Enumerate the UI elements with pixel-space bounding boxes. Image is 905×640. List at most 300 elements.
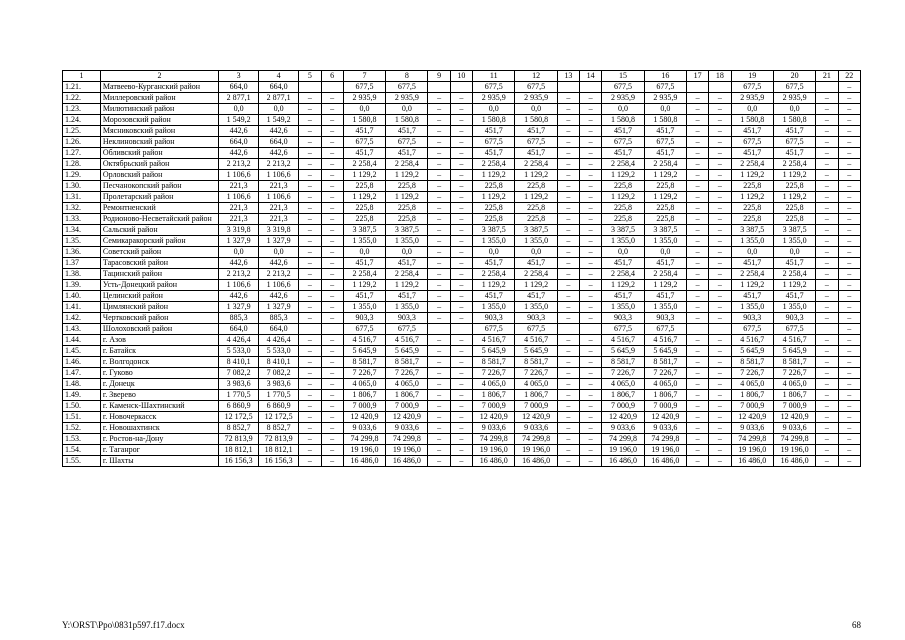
empty-cell: – — [428, 104, 450, 115]
table-row — [63, 148, 861, 159]
value-cell: 664,0 — [259, 324, 299, 335]
empty-cell: – — [838, 324, 860, 335]
empty-cell: – — [816, 423, 838, 434]
empty-cell: – — [428, 456, 450, 467]
value-cell: 2 258,4 — [473, 269, 515, 280]
empty-cell: – — [299, 434, 321, 445]
empty-cell: – — [816, 148, 838, 159]
value-cell: 225,8 — [473, 203, 515, 214]
value-cell: 664,0 — [219, 82, 259, 93]
empty-cell: – — [557, 434, 579, 445]
column-number: 17 — [686, 71, 708, 82]
empty-cell: – — [450, 280, 472, 291]
value-cell: 12 420,9 — [773, 412, 815, 423]
municipality-name: Миллеровский район — [100, 93, 218, 104]
municipality-name: г. Новочеркасск — [100, 412, 218, 423]
empty-cell: – — [321, 93, 343, 104]
value-cell: 451,7 — [731, 258, 773, 269]
municipality-name: Орловский район — [100, 170, 218, 181]
empty-cell: – — [321, 115, 343, 126]
value-cell: 677,5 — [644, 137, 686, 148]
value-cell: 8 581,7 — [602, 357, 644, 368]
empty-cell: – — [557, 236, 579, 247]
table-row — [63, 258, 861, 269]
empty-cell: – — [838, 456, 860, 467]
empty-cell: – — [709, 104, 731, 115]
empty-cell: – — [299, 214, 321, 225]
empty-cell: – — [557, 115, 579, 126]
value-cell: 1 129,2 — [343, 280, 385, 291]
value-cell: 1 355,0 — [343, 302, 385, 313]
empty-cell: – — [428, 291, 450, 302]
table-row — [63, 115, 861, 126]
value-cell: 12 420,9 — [602, 412, 644, 423]
municipality-name: Морозовский район — [100, 115, 218, 126]
value-cell: 903,3 — [386, 313, 428, 324]
empty-cell: – — [450, 181, 472, 192]
empty-cell: – — [816, 357, 838, 368]
value-cell: 0,0 — [259, 104, 299, 115]
empty-cell: – — [709, 280, 731, 291]
empty-cell: – — [321, 390, 343, 401]
empty-cell: – — [816, 104, 838, 115]
value-cell: 885,3 — [219, 313, 259, 324]
value-cell: 2 258,4 — [731, 269, 773, 280]
empty-cell: – — [580, 126, 602, 137]
value-cell: 12 172,5 — [259, 412, 299, 423]
empty-cell: – — [428, 401, 450, 412]
table-row — [63, 313, 861, 324]
table-row — [63, 181, 861, 192]
empty-cell: – — [557, 456, 579, 467]
table-row — [63, 390, 861, 401]
empty-cell: – — [580, 401, 602, 412]
column-number: 1 — [63, 71, 101, 82]
empty-cell — [321, 324, 343, 335]
value-cell: 451,7 — [473, 126, 515, 137]
value-cell: 5 645,9 — [343, 346, 385, 357]
empty-cell: – — [321, 269, 343, 280]
empty-cell — [686, 324, 708, 335]
empty-cell: – — [816, 203, 838, 214]
empty-cell: – — [838, 313, 860, 324]
row-index: 1.49. — [63, 390, 101, 401]
value-cell: 72 813,9 — [219, 434, 259, 445]
value-cell: 442,6 — [219, 126, 259, 137]
value-cell: 451,7 — [515, 148, 557, 159]
value-cell: 1 129,2 — [515, 170, 557, 181]
empty-cell: – — [686, 104, 708, 115]
value-cell: 3 387,5 — [473, 225, 515, 236]
column-number: 18 — [709, 71, 731, 82]
empty-cell: – — [428, 214, 450, 225]
empty-cell: – — [686, 269, 708, 280]
value-cell: 19 196,0 — [644, 445, 686, 456]
empty-cell: – — [709, 225, 731, 236]
empty-cell: – — [299, 225, 321, 236]
value-cell: 1 355,0 — [602, 302, 644, 313]
row-index: 1.23. — [63, 104, 101, 115]
empty-cell: – — [321, 104, 343, 115]
empty-cell: – — [580, 379, 602, 390]
value-cell: 677,5 — [731, 82, 773, 93]
value-cell: 0,0 — [602, 104, 644, 115]
empty-cell: – — [709, 368, 731, 379]
value-cell: 903,3 — [773, 313, 815, 324]
table-row — [63, 302, 861, 313]
value-cell: 19 196,0 — [515, 445, 557, 456]
empty-cell — [557, 324, 579, 335]
empty-cell: – — [580, 445, 602, 456]
empty-cell: – — [686, 236, 708, 247]
empty-cell: – — [299, 313, 321, 324]
row-index: 1.32. — [63, 203, 101, 214]
value-cell: 221,3 — [259, 203, 299, 214]
municipality-name: г. Батайск — [100, 346, 218, 357]
empty-cell: – — [686, 390, 708, 401]
value-cell: 1 129,2 — [644, 192, 686, 203]
value-cell: 903,3 — [602, 313, 644, 324]
value-cell: 2 935,9 — [731, 93, 773, 104]
empty-cell: – — [838, 82, 860, 93]
empty-cell: – — [709, 269, 731, 280]
value-cell: 451,7 — [731, 126, 773, 137]
row-index: 1.24. — [63, 115, 101, 126]
empty-cell — [580, 82, 602, 93]
municipality-name: Обливский район — [100, 148, 218, 159]
value-cell: 677,5 — [644, 324, 686, 335]
empty-cell: – — [838, 368, 860, 379]
value-cell: 16 486,0 — [602, 456, 644, 467]
value-cell: 451,7 — [644, 258, 686, 269]
empty-cell: – — [450, 214, 472, 225]
empty-cell: – — [557, 346, 579, 357]
empty-cell: – — [450, 291, 472, 302]
value-cell: 225,8 — [343, 181, 385, 192]
empty-cell: – — [709, 181, 731, 192]
value-cell: 2 213,2 — [219, 159, 259, 170]
empty-cell: – — [686, 302, 708, 313]
empty-cell: – — [450, 93, 472, 104]
empty-cell: – — [557, 148, 579, 159]
value-cell: 7 000,9 — [386, 401, 428, 412]
empty-cell: – — [580, 159, 602, 170]
value-cell: 16 156,3 — [259, 456, 299, 467]
table-row — [63, 104, 861, 115]
empty-cell: – — [709, 423, 731, 434]
value-cell: 1 327,9 — [259, 302, 299, 313]
value-cell: 442,6 — [219, 258, 259, 269]
empty-cell: – — [299, 412, 321, 423]
value-cell: 677,5 — [602, 324, 644, 335]
empty-cell: – — [686, 148, 708, 159]
value-cell: 1 129,2 — [473, 280, 515, 291]
value-cell: 2 213,2 — [259, 159, 299, 170]
empty-cell: – — [816, 214, 838, 225]
empty-cell: – — [321, 313, 343, 324]
empty-cell: – — [709, 203, 731, 214]
value-cell: 225,8 — [602, 181, 644, 192]
empty-cell: – — [580, 170, 602, 181]
value-cell: 1 129,2 — [473, 170, 515, 181]
column-number: 5 — [299, 71, 321, 82]
empty-cell: – — [580, 357, 602, 368]
municipality-name: г. Новошахтинск — [100, 423, 218, 434]
municipality-name: г. Донецк — [100, 379, 218, 390]
empty-cell: – — [580, 346, 602, 357]
value-cell: 4 516,7 — [515, 335, 557, 346]
empty-cell: – — [838, 203, 860, 214]
row-index: 1.28. — [63, 159, 101, 170]
value-cell: 12 420,9 — [644, 412, 686, 423]
empty-cell: – — [299, 280, 321, 291]
empty-cell: – — [816, 368, 838, 379]
value-cell: 1 355,0 — [644, 236, 686, 247]
value-cell: 903,3 — [644, 313, 686, 324]
empty-cell: – — [709, 335, 731, 346]
value-cell: 0,0 — [602, 247, 644, 258]
value-cell: 2 258,4 — [386, 159, 428, 170]
empty-cell: – — [580, 104, 602, 115]
value-cell: 0,0 — [515, 104, 557, 115]
row-index: 1.37 — [63, 258, 101, 269]
empty-cell: – — [816, 291, 838, 302]
empty-cell: – — [580, 423, 602, 434]
municipality-name: Чертковский район — [100, 313, 218, 324]
empty-cell: – — [838, 423, 860, 434]
value-cell: 664,0 — [219, 324, 259, 335]
value-cell: 0,0 — [644, 247, 686, 258]
value-cell: 1 129,2 — [731, 280, 773, 291]
value-cell: 677,5 — [644, 82, 686, 93]
column-number: 19 — [731, 71, 773, 82]
row-index: 1.33. — [63, 214, 101, 225]
value-cell: 451,7 — [343, 148, 385, 159]
column-number: 8 — [386, 71, 428, 82]
empty-cell: – — [686, 291, 708, 302]
empty-cell: – — [816, 247, 838, 258]
table-row — [63, 456, 861, 467]
value-cell: 4 426,4 — [259, 335, 299, 346]
value-cell: 677,5 — [343, 82, 385, 93]
value-cell: 16 486,0 — [515, 456, 557, 467]
empty-cell: – — [838, 291, 860, 302]
value-cell: 5 533,0 — [219, 346, 259, 357]
value-cell: 2 258,4 — [773, 159, 815, 170]
table-row — [63, 236, 861, 247]
empty-cell: – — [580, 313, 602, 324]
empty-cell: – — [428, 236, 450, 247]
value-cell: 1 355,0 — [644, 302, 686, 313]
empty-cell: – — [816, 192, 838, 203]
value-cell: 3 387,5 — [386, 225, 428, 236]
empty-cell: – — [838, 390, 860, 401]
empty-cell: – — [816, 225, 838, 236]
value-cell: 2 935,9 — [343, 93, 385, 104]
empty-cell: – — [428, 434, 450, 445]
empty-cell: – — [321, 192, 343, 203]
value-cell: 664,0 — [219, 137, 259, 148]
value-cell: 0,0 — [343, 247, 385, 258]
value-cell: 442,6 — [259, 148, 299, 159]
value-cell: 0,0 — [386, 104, 428, 115]
empty-cell: – — [321, 346, 343, 357]
value-cell: 1 327,9 — [219, 302, 259, 313]
value-cell: 8 581,7 — [473, 357, 515, 368]
empty-cell: – — [838, 192, 860, 203]
empty-cell: – — [450, 192, 472, 203]
value-cell: 7 000,9 — [602, 401, 644, 412]
row-index: 1.30. — [63, 181, 101, 192]
empty-cell: – — [686, 401, 708, 412]
value-cell: 451,7 — [473, 148, 515, 159]
value-cell: 225,8 — [343, 214, 385, 225]
empty-cell: – — [321, 302, 343, 313]
empty-cell: – — [428, 170, 450, 181]
value-cell: 1 129,2 — [773, 170, 815, 181]
value-cell: 677,5 — [773, 137, 815, 148]
empty-cell: – — [557, 280, 579, 291]
empty-cell: – — [580, 115, 602, 126]
row-index: 1.46. — [63, 357, 101, 368]
value-cell: 451,7 — [386, 291, 428, 302]
value-cell: 18 812,1 — [219, 445, 259, 456]
empty-cell: – — [580, 390, 602, 401]
value-cell: 4 065,0 — [602, 379, 644, 390]
empty-cell — [450, 324, 472, 335]
empty-cell: – — [557, 412, 579, 423]
empty-cell: – — [557, 291, 579, 302]
empty-cell: – — [816, 269, 838, 280]
value-cell: 225,8 — [731, 214, 773, 225]
value-cell: 74 299,8 — [602, 434, 644, 445]
empty-cell: – — [321, 148, 343, 159]
value-cell: 5 645,9 — [386, 346, 428, 357]
empty-cell: – — [428, 335, 450, 346]
value-cell: 3 387,5 — [731, 225, 773, 236]
empty-cell: – — [557, 137, 579, 148]
empty-cell: – — [816, 159, 838, 170]
value-cell: 1 355,0 — [386, 236, 428, 247]
value-cell: 8 852,7 — [219, 423, 259, 434]
municipality-name: г. Шахты — [100, 456, 218, 467]
table-row — [63, 269, 861, 280]
value-cell: 677,5 — [473, 324, 515, 335]
value-cell: 0,0 — [773, 104, 815, 115]
empty-cell: – — [838, 302, 860, 313]
value-cell: 2 258,4 — [343, 269, 385, 280]
value-cell: 1 355,0 — [473, 236, 515, 247]
empty-cell: – — [321, 412, 343, 423]
value-cell: 2 935,9 — [644, 93, 686, 104]
value-cell: 0,0 — [219, 247, 259, 258]
value-cell: 16 486,0 — [644, 456, 686, 467]
value-cell: 16 486,0 — [473, 456, 515, 467]
empty-cell: – — [686, 434, 708, 445]
column-number: 3 — [219, 71, 259, 82]
empty-cell: – — [709, 115, 731, 126]
value-cell: 7 000,9 — [773, 401, 815, 412]
row-index: 1.47. — [63, 368, 101, 379]
empty-cell: – — [686, 258, 708, 269]
table-row — [63, 434, 861, 445]
empty-cell: – — [450, 357, 472, 368]
empty-cell: – — [428, 192, 450, 203]
empty-cell: – — [299, 115, 321, 126]
value-cell: 7 000,9 — [644, 401, 686, 412]
municipality-name: Ремонтненский — [100, 203, 218, 214]
empty-cell: – — [450, 368, 472, 379]
empty-cell: – — [450, 104, 472, 115]
table-row — [63, 291, 861, 302]
table-row — [63, 412, 861, 423]
empty-cell: – — [321, 379, 343, 390]
empty-cell: – — [557, 192, 579, 203]
value-cell: 8 581,7 — [515, 357, 557, 368]
empty-cell: – — [580, 434, 602, 445]
value-cell: 1 355,0 — [773, 236, 815, 247]
value-cell: 74 299,8 — [386, 434, 428, 445]
value-cell: 0,0 — [731, 104, 773, 115]
value-cell: 0,0 — [773, 247, 815, 258]
value-cell: 1 355,0 — [731, 236, 773, 247]
row-index: 1.27. — [63, 148, 101, 159]
value-cell: 451,7 — [473, 258, 515, 269]
empty-cell: – — [580, 214, 602, 225]
value-cell: 9 033,6 — [515, 423, 557, 434]
empty-cell: – — [709, 137, 731, 148]
page-number: 68 — [852, 620, 861, 630]
empty-cell: – — [428, 148, 450, 159]
value-cell: 451,7 — [515, 291, 557, 302]
value-cell: 2 258,4 — [602, 159, 644, 170]
empty-cell: – — [838, 401, 860, 412]
empty-cell: – — [816, 181, 838, 192]
empty-cell: – — [450, 236, 472, 247]
empty-cell: – — [299, 126, 321, 137]
value-cell: 1 770,5 — [259, 390, 299, 401]
value-cell: 1 129,2 — [644, 280, 686, 291]
empty-cell: – — [816, 401, 838, 412]
empty-cell: – — [321, 280, 343, 291]
file-path: Y:\ORST\Ppo\0831p597.f17.docx — [62, 620, 185, 630]
municipality-name: г. Ростов-на-Дону — [100, 434, 218, 445]
table-row — [63, 379, 861, 390]
empty-cell: – — [816, 346, 838, 357]
empty-cell: – — [686, 115, 708, 126]
value-cell: 451,7 — [473, 291, 515, 302]
empty-cell — [321, 82, 343, 93]
value-cell: 3 319,8 — [259, 225, 299, 236]
empty-cell: – — [686, 423, 708, 434]
value-cell: 7 226,7 — [473, 368, 515, 379]
value-cell: 5 645,9 — [731, 346, 773, 357]
municipality-name: Советский район — [100, 247, 218, 258]
value-cell: 5 645,9 — [773, 346, 815, 357]
municipality-name: Шолоховский район — [100, 324, 218, 335]
value-cell: 1 580,8 — [473, 115, 515, 126]
value-cell: 7 000,9 — [473, 401, 515, 412]
municipality-name: Милютинский район — [100, 104, 218, 115]
empty-cell: – — [580, 236, 602, 247]
value-cell: 8 581,7 — [644, 357, 686, 368]
column-number: 11 — [473, 71, 515, 82]
value-cell: 1 327,9 — [259, 236, 299, 247]
empty-cell: – — [450, 247, 472, 258]
value-cell: 677,5 — [773, 82, 815, 93]
value-cell: 1 106,6 — [259, 280, 299, 291]
value-cell: 3 387,5 — [602, 225, 644, 236]
